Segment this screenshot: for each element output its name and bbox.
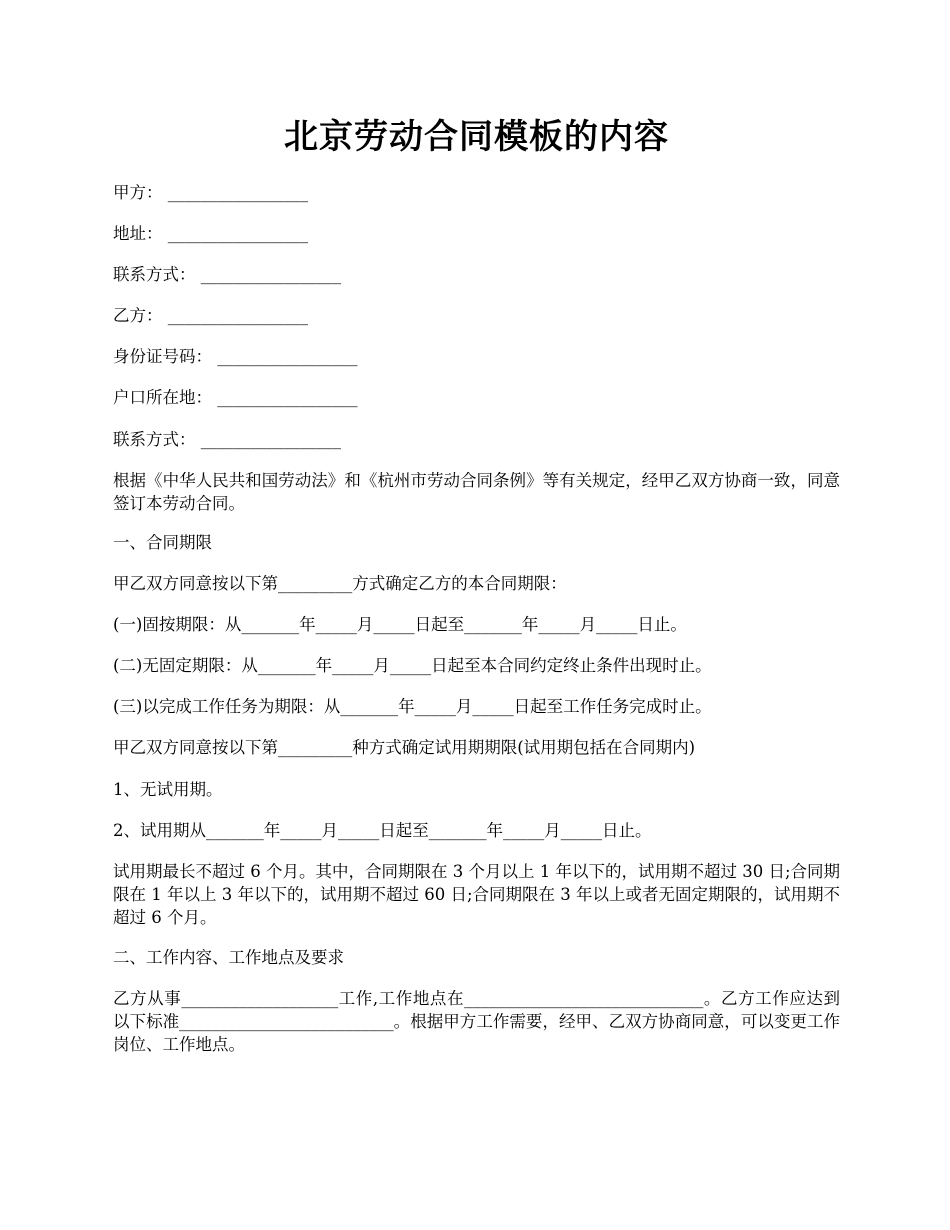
party-a-contact-line: 联系方式： _________________ xyxy=(113,265,341,284)
section2-body-paragraph: 乙方从事___________________工作,工作地点在_____________________________。乙方工作应达到以下标准__________________________。根据甲方工作需要，经甲、乙双方协商同意，可以变更工作岗位、工作地点。 xyxy=(113,989,840,1054)
term-task-line: (三)以完成工作任务为期限：从_______年_____月_____日起至工作任务完成时止。 xyxy=(113,697,712,716)
party-b-hukou-line: 户口所在地： _________________ xyxy=(113,388,358,407)
section1-intro: 甲乙双方同意按以下第_________方式确定乙方的本合同期限： xyxy=(113,574,567,593)
term-fixed-line: (一)固按期限：从_______年_____月_____日起至_______年_____月_____日止。 xyxy=(113,615,687,634)
party-a-line: 甲方： _________________ xyxy=(113,183,308,202)
document-title: 北京劳动合同模板的内容 xyxy=(284,117,669,157)
term-open-line: (二)无固定期限：从_______年_____月_____日起至本合同约定终止条件出现时止。 xyxy=(113,656,712,675)
probation-none-line: 1、无试用期。 xyxy=(113,780,223,799)
probation-rules-paragraph: 试用期最长不超过 6 个月。其中，合同期限在 3 个月以上 1 年以下的，试用期不超过 30 日;合同期限在 1 年以上 3 年以下的，试用期不超过 60 日;合同期限在 3 年以上或者无固定期限的，试用期不超过 6 个月。 xyxy=(113,862,841,927)
probation-period-line: 2、试用期从_______年_____月_____日起至_______年_____月_____日止。 xyxy=(113,821,652,840)
party-a-address-line: 地址： _________________ xyxy=(113,224,308,243)
section2-heading: 二、工作内容、工作地点及要求 xyxy=(113,948,344,967)
section1-heading: 一、合同期限 xyxy=(113,533,212,552)
probation-intro-line: 甲乙双方同意按以下第_________种方式确定试用期期限(试用期包括在合同期内) xyxy=(113,738,696,757)
party-b-contact-line: 联系方式： _________________ xyxy=(113,430,341,449)
party-b-id-line: 身份证号码： _________________ xyxy=(113,347,358,366)
party-b-line: 乙方： _________________ xyxy=(113,306,308,325)
preamble-paragraph: 根据《中华人民共和国劳动法》和《杭州市劳动合同条例》等有关规定，经甲乙双方协商一致，同意签订本劳动合同。 xyxy=(113,471,840,513)
